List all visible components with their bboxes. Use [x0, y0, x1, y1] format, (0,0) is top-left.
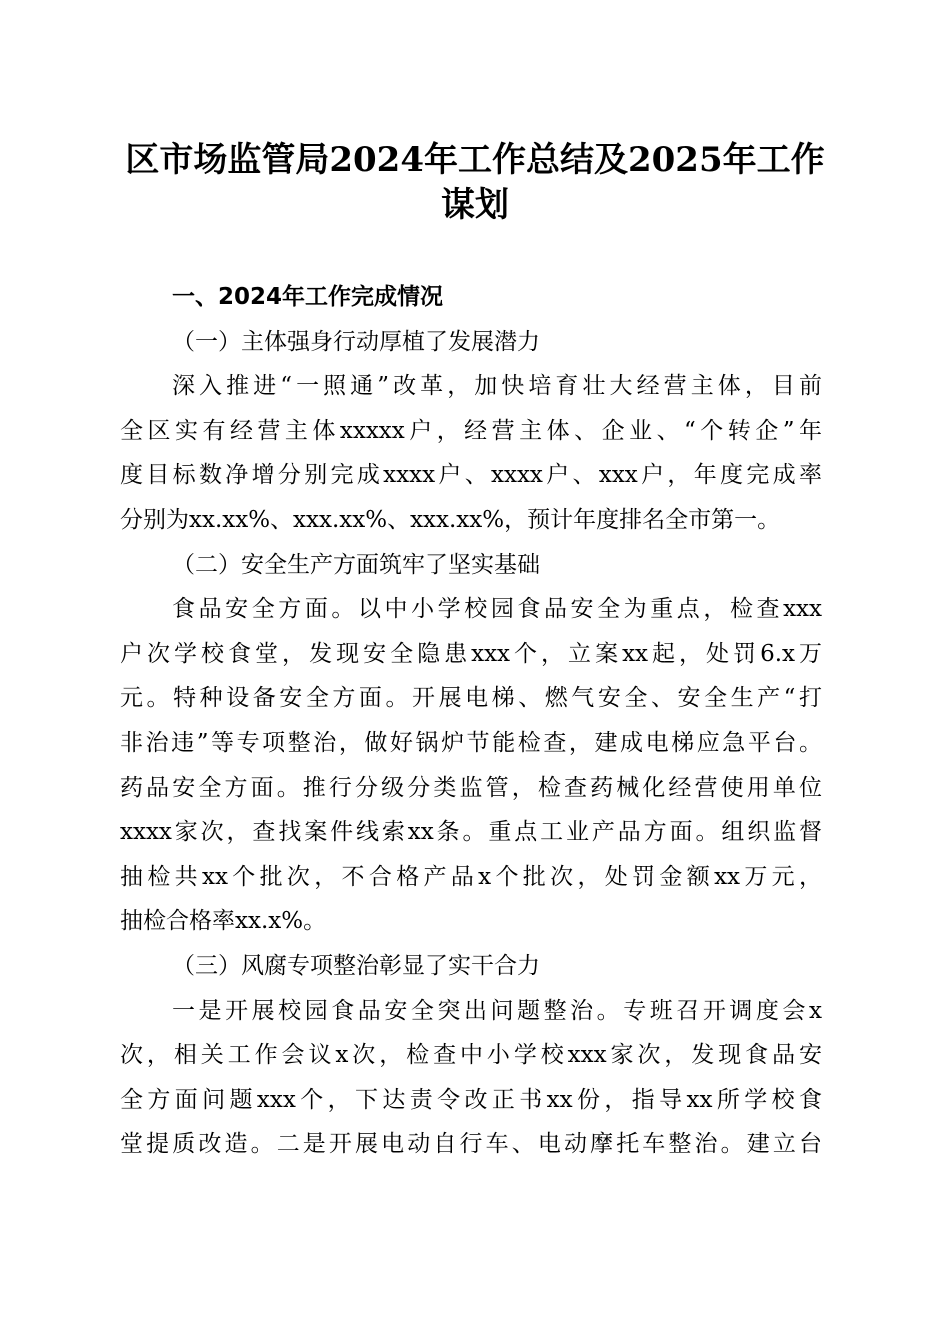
- paragraph-2-line: 抽检共xx个批次，不合格产品x个批次，处罚金额xx万元，: [120, 863, 822, 890]
- paragraph-2-line: 户次学校食堂，发现安全隐患xxx个，立案xx起，处罚6.x万: [120, 640, 822, 667]
- document-title-line-2: 谋划: [441, 185, 509, 225]
- paragraph-2-line: 元。特种设备安全方面。开展电梯、燃气安全、安全生产“打: [120, 685, 822, 712]
- paragraph-3-line: 一是开展校园食品安全突出问题整治。专班召开调度会x: [172, 997, 822, 1024]
- subheading-2: （二）安全生产方面筑牢了坚实基础: [172, 551, 540, 578]
- document-title-line-1: 区市场监管局2024年工作总结及2025年工作: [125, 140, 825, 180]
- paragraph-2-line: 非治违”等专项整治，做好锅炉节能检查，建成电梯应急平台。: [120, 729, 822, 756]
- paragraph-2-line: 药品安全方面。推行分级分类监管，检查药械化经营使用单位: [120, 774, 822, 801]
- paragraph-1-line: 度目标数净增分别完成xxxx户、xxxx户、xxx户，年度完成率: [120, 462, 822, 489]
- paragraph-1-line: 分别为xx.xx%、xxx.xx%、xxx.xx%，预计年度排名全市第一。: [120, 506, 781, 533]
- paragraph-1-line: 全区实有经营主体xxxxx户，经营主体、企业、“个转企”年: [120, 417, 822, 444]
- paragraph-3-line: 堂提质改造。二是开展电动自行车、电动摩托车整治。建立台: [120, 1131, 822, 1158]
- paragraph-2-line: 抽检合格率xx.x%。: [120, 908, 327, 935]
- paragraph-3-line: 全方面问题xxx个，下达责令改正书xx份，指导xx所学校食: [120, 1086, 822, 1113]
- subheading-1: （一）主体强身行动厚植了发展潜力: [172, 328, 540, 355]
- paragraph-1-line: 深入推进“一照通”改革，加快培育壮大经营主体，目前: [172, 373, 822, 400]
- section-heading: 一、2024年工作完成情况: [172, 284, 444, 310]
- document-body: [120, 275, 822, 1167]
- paragraph-3-line: 次，相关工作会议x次，检查中小学校xxx家次，发现食品安: [120, 1042, 822, 1069]
- paragraph-2-line: xxxx家次，查找案件线索xx条。重点工业产品方面。组织监督: [120, 819, 822, 846]
- paragraph-2-line: 食品安全方面。以中小学校园食品安全为重点，检查xxx: [172, 596, 822, 623]
- subheading-3: （三）风腐专项整治彰显了实干合力: [172, 952, 540, 979]
